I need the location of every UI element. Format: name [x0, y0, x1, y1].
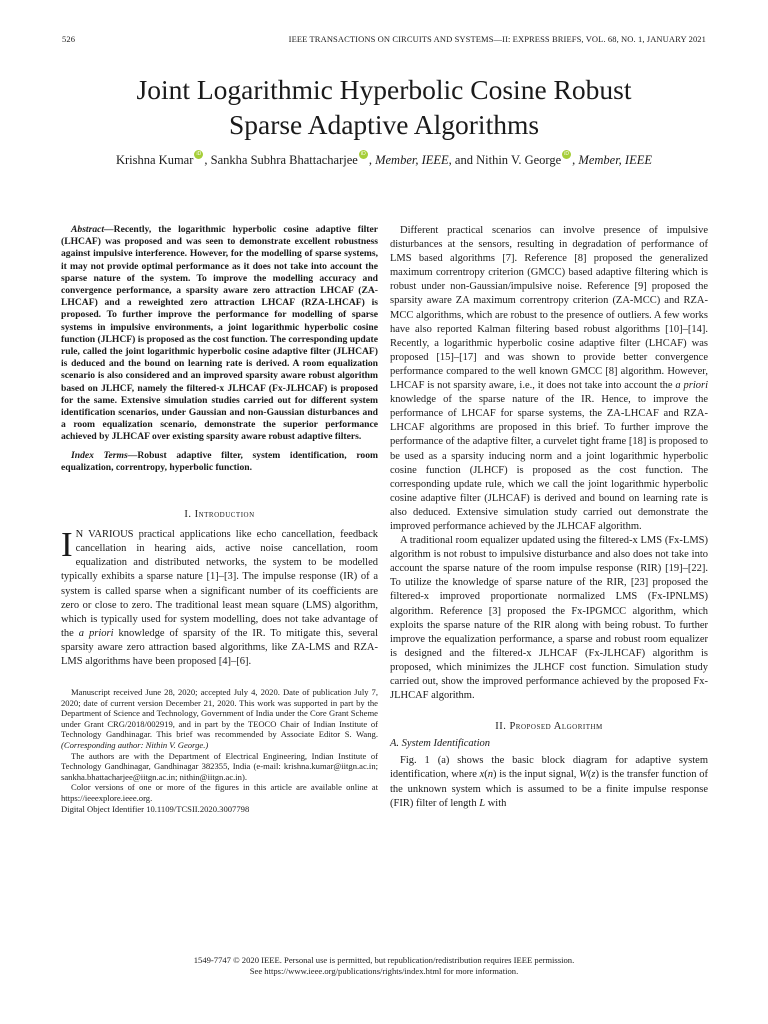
section-heading-introduction: I. Introduction [184, 509, 255, 521]
orcid-icon[interactable] [562, 150, 571, 159]
index-terms [61, 450, 378, 474]
paragraph-system-identification: Fig. 1 (a) shows the basic block diagram for adaptive system identification, where x(n) is the input signal, W(z) is the transfer function of the unknown system which is assumed to be a finite impulse response (FIR) filter of length L with [390, 755, 708, 809]
orcid-icon[interactable] [359, 150, 368, 159]
footnote-affiliation: The authors are with the Department of Electrical Engineering, Indian Institute of Technology Gandhinagar, Gandhinagar 382355, India (e-mail: krishna.kumar@iitgn.ac.in; sankha.bhattacharjee@iitgn.ac.in; nithin@iitgn.ac.in). [61, 750, 378, 782]
page-number: 526 [62, 34, 76, 44]
copyright-line-1: 1549-7747 © 2020 IEEE. Personal use is permitted, but republication/redistribution requires IEEE permission. [193, 955, 575, 965]
paragraph-impulsive: Different practical scenarios can involve presence of impulsive disturbances at the sensors, resulting in degradation of performance of LMS based algorithms [7]. Reference [8] proposed the generalized maximum correntropy criterion (GMCC) based adaptive filtering which is robust under non-Gaussian/impulsive noise. Reference [9] proposed the sparsity aware ZA maximum correntropy criterion (ZA-MCC) and RZA-MCC algorithms, which are robust to the presence of outliers. A few works have also reported Kalman filtering based robust algorithms [10]–[14]. Recently, a logarithmic hyperbolic cosine adaptive filter (LHCAF) was proposed [15]–[17] and was shown to provide better convergence performance compared to the well known GMCC [8] algorithm. However, LHCAF is not sparsity aware, i.e., it does not take into account the a priori knowledge of the sparse nature of the IR. Hence, to improve the performance of LHCAF for sparse systems, the ZA-LHCAF and RZA-LHCAF algorithms are proposed in this brief. To further improve the performance of the adaptive filter, a curvelet tight frame [18] is proposed to be used as a sparsity inducing norm and a joint logarithmic hyperbolic cosine function (JLHCF) is proposed as the cost function. The corresponding update rule, which we call the joint logarithmic hyperbolic cosine adaptive filter (JLHCAF) is derived and bound on learning rate is also deduced. Extensive simulation study carried out demonstrate the improved performance achieved by the JLHCAF algorithm. [390, 225, 708, 532]
section-heading-proposed-algorithm: II. Proposed Algorithm [495, 721, 603, 733]
author-3-membership: Member, IEEE [578, 153, 653, 167]
index-terms-text: Robust adaptive filter, system identification, room equalization, correntropy, hyperbolic function. [61, 449, 378, 473]
subsection-heading: A. System Identification [390, 738, 491, 750]
drop-cap: I [61, 525, 73, 565]
footnotes [61, 687, 378, 814]
footnote-manuscript: Manuscript received June 28, 2020; accepted July 4, 2020. Date of publication July 7, 2020; date of current version December 21, 2020. This work was supported in part by the Department of Science and Technology, Government of India under the Core Grant Scheme under Grant CRG/2018/002919, and in part by the TEOCO Chair of Indian Institute of Technology Gandhinagar. This brief was recommended by Associate Editor S. Wang. (Corresponding author: Nithin V. George.) [61, 687, 378, 751]
copyright-notice [0, 955, 768, 977]
orcid-icon[interactable] [194, 150, 203, 159]
index-terms-label: Index Terms— [71, 449, 138, 461]
copyright-line-2: See https://www.ieee.org/publications/rights/index.html for more information. [249, 966, 519, 976]
footnote-doi: Digital Object Identifier 10.1109/TCSII.2020.3007798 [61, 803, 250, 814]
journal-header: IEEE TRANSACTIONS ON CIRCUITS AND SYSTEMS—II: EXPRESS BRIEFS, VOL. 68, NO. 1, JANUARY 2021 [288, 34, 706, 44]
author-3: , and Nithin V. George [448, 153, 562, 167]
abstract-label: Abstract— [71, 224, 114, 235]
title-line-1: Joint Logarithmic Hyperbolic Cosine Robust [136, 74, 632, 105]
title-line-2: Sparse Adaptive Algorithms [228, 109, 540, 140]
right-column [390, 224, 708, 811]
author-2-membership: Member, IEEE [375, 153, 449, 167]
author-list: Krishna KumariD , Sankha Subhra BhattacharjeeiD , Member, IEEE, and Nithin V. GeorgeiD , Member, IEEE [30, 150, 738, 168]
author-1: Krishna Kumar [115, 153, 194, 167]
author-2: , Sankha Subhra Bhattacharjee [204, 153, 358, 167]
paper-title [40, 72, 728, 142]
intro-paragraph: I N VARIOUS practical applications like echo cancellation, feedback cancellation in hearing aids, active noise cancellation, room equalization and distributed networks, the system to be modelled typically exhibits a sparse nature [1]–[3]. The impulse response (IR) of a system is called sparse when a significant number of its coefficients are zero or close to zero. The traditional least mean square (LMS) algorithm, which is typically used for system modelling, does not take advantage of the a priori knowledge of sparsity of the IR. To mitigate this, several sparsity aware zero attraction based algorithms, like ZA-LMS and RZA-LMS algorithms have been proposed [4]–[6]. [61, 525, 379, 667]
left-column [61, 224, 378, 814]
abstract [61, 224, 378, 444]
abstract-text: Recently, the logarithmic hyperbolic cosine adaptive filter (LHCAF) was proposed and was seen to demonstrate excellent robustness against impulsive interference. However, for the modelling of sparse systems, it may not provide optimal performance as it does not take into account the sparse nature of the system. To improve the modelling accuracy and convergence performance, a sparsity aware zero attraction LHCAF (ZA-LHCAF) and a reweighted zero attraction LHCAF (RZA-LHCAF) is proposed. To further improve the performance for modelling of sparse systems in impulsive environments, a joint logarithmic hyperbolic cosine function (JLHCF) is proposed as the cost function. The corresponding update rule, called the joint logarithmic hyperbolic cosine adaptive filter (JLHCAF) is deduced and the bound on learning rate is derived. A room equalization scenario is also considered and an improved sparsity aware robust algorithm based on JLHCF, namely the filtered-x JLHCAF (Fx-JLHCAF) is proposed for the same. Extensive simulation studies carried out for different system identification scenarios, under Gaussian and non-Gaussian disturbances and a room equalization scenario, demonstrate the superior performance achieved by JLHCAF over existing sparsity aware robust adaptive filters. [61, 224, 378, 443]
footnote-color-versions: Color versions of one or more of the figures in this article are available online at https://ieeexplore.ieee.org. [61, 782, 378, 804]
paragraph-room-equalizer: A traditional room equalizer updated using the filtered-x LMS (Fx-LMS) algorithm is not robust to impulsive disturbance and also does not take into account the sparse nature of the room impulse response (RIR) [19]–[22]. To utilize the knowledge of sparse nature of the RIR, [23] proposed the filtered-x improved proportionate normalized LMS (Fx-IPNLMS) algorithm. Reference [3] proposed the Fx-IPGMCC algorithm, which exploits the sparse nature of the RIR along with being robust. To further improve the equalization performance, a sparse and robust room equalizer is designed and the filtered-x JLHCAF (Fx-JLHCAF) algorithm is proposed, which minimizes the JLHCF cost function. Simulation study carried out, show the improved performance achieved by the proposed Fx-JLHCAF algorithm. [390, 535, 708, 702]
